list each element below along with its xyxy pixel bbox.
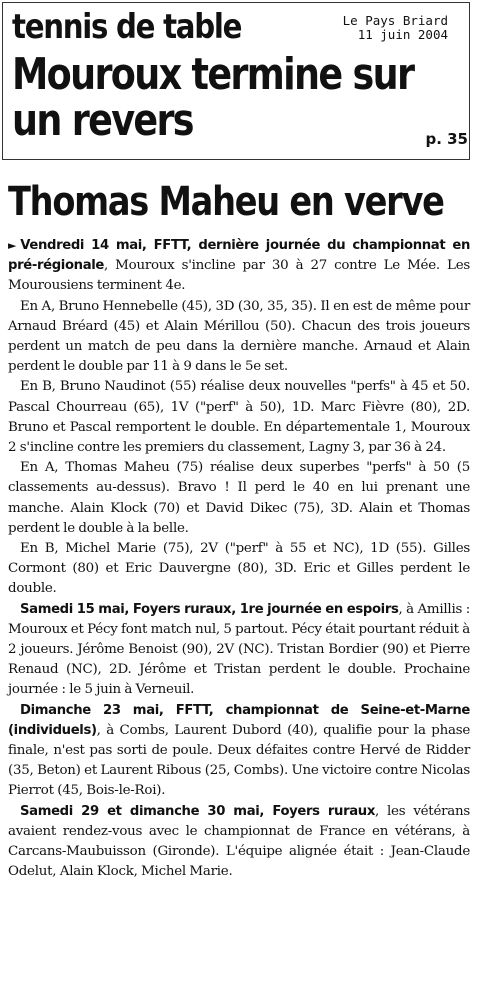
- article-paragraph: [8, 458, 470, 539]
- article-paragraph: [8, 236, 470, 297]
- paragraph-lead: Dimanche 23 mai, FFTT, championnat de Seine-et-Marne (individuels): [8, 702, 470, 738]
- paragraph-text: , à Combs, Laurent Dubord (40), qualifie pour la phase finale, n'est pas sorti de poule. Deux défaites contre Hervé de Ridder (35, Beton) et Laurent Ribous (25, Combs). Une victoire contre Nicolas Pierrot (45, Bois-le-Roi).: [8, 722, 470, 799]
- paragraph-text: En A, Thomas Maheu (75) réalise deux superbes "perfs" à 50 (5 classements au-dessus). Bravo ! Il perd le 40 en lui prenant une manche. Alain Klock (70) et David Dikec (75), 3D. Alain et Thomas perdent le double à la belle.: [8, 460, 470, 536]
- source-name: Le Pays Briard: [342, 13, 448, 28]
- paragraph-lead: Vendredi 14 mai, FFTT, dernière journée du championnat en pré-régionale: [8, 238, 470, 274]
- article-paragraph: [8, 701, 470, 802]
- paragraph-text: , les vétérans avaient rendez-vous avec le championnat de France en vétérans, à Carcans-Maubuisson (Gironde). L'équipe alignée était : Jean-Claude Odelut, Alain Klock, Michel Marie.: [8, 803, 470, 880]
- right-triangle-icon: ►: [8, 239, 17, 252]
- article-paragraph: [8, 377, 470, 458]
- paragraph-lead: Samedi 29 et dimanche 30 mai, Foyers ruraux: [20, 803, 375, 819]
- paragraph-lead: Samedi 15 mai, Foyers ruraux, 1re journée en espoirs: [20, 601, 399, 617]
- article-body: [8, 236, 470, 883]
- paragraph-text: En B, Bruno Naudinot (55) réalise deux nouvelles "perfs" à 45 et 50. Pascal Chourreau (65), 1V ("perf" à 50), 1D. Marc Fièvre (80), 2D. Bruno et Pascal remportent le double. En départementale 1, Mouroux 2 s'incline contre les premiers du classement, Lagny 3, par 36 à 24.: [8, 379, 470, 456]
- main-headline: Mouroux termine sur un revers: [12, 49, 414, 146]
- article-paragraph: [8, 600, 470, 701]
- source-date: 11 juin 2004: [357, 27, 448, 42]
- paragraph-text: En A, Bruno Hennebelle (45), 3D (30, 35, 35). Il en est de même pour Arnaud Bréard (45) et Alain Mérillou (50). Chacun des trois joueurs perdent un match de peu dans la dernière manche. Arnaud et Alain perdent le double par 11 à 9 dans le 5e set.: [8, 298, 470, 375]
- paragraph-text: , Mouroux s'incline par 30 à 27 contre Le Mée. Les Mourousiens terminent 4e.: [8, 258, 470, 294]
- article-paragraph: [8, 539, 470, 600]
- source-credit: [343, 14, 448, 42]
- section-title: tennis de table: [12, 7, 242, 47]
- article-paragraph: [8, 802, 470, 883]
- paragraph-text: , à Amillis : Mouroux et Pécy font match nul, 5 partout. Pécy était pourtant réduit à 2 joueurs. Jérôme Benoist (90), 2V (NC). Tristan Bordier (90) et Pierre Renaud (NC), 2D. Jérôme et Tristan perdent le double. Prochaine journée : le 5 juin à Verneuil.: [8, 601, 470, 698]
- article-paragraph: [8, 297, 470, 378]
- paragraph-text: En B, Michel Marie (75), 2V ("perf" à 55 et NC), 1D (55). Gilles Cormont (80) et Eric Dauvergne (80), 3D. Eric et Gilles perdent le double.: [8, 541, 470, 597]
- article-title: Thomas Maheu en verve: [8, 179, 444, 225]
- page-reference: p. 35: [425, 130, 468, 148]
